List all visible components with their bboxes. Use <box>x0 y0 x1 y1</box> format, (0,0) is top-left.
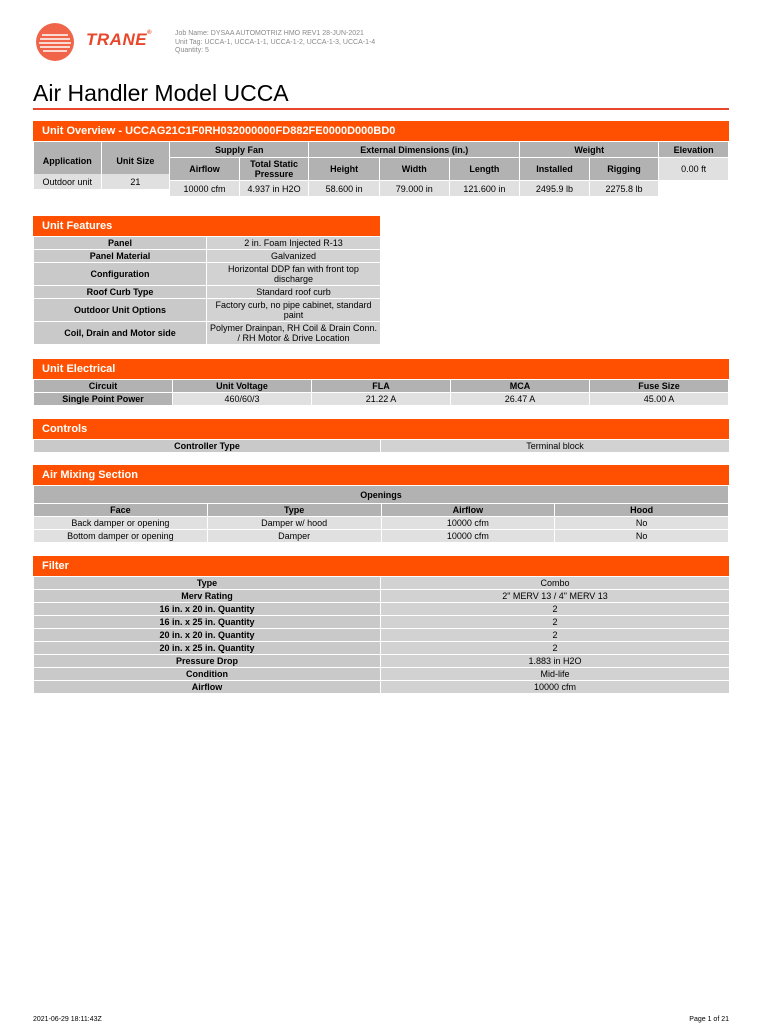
opening-airflow: 10000 cfm <box>381 530 555 543</box>
filter-value: Combo <box>381 577 730 590</box>
filter-value: 2 <box>381 616 730 629</box>
header-height: Height <box>309 158 380 181</box>
value-fuse-size: 45.00 A <box>590 393 729 406</box>
value-unit-voltage: 460/60/3 <box>173 393 312 406</box>
controller-type-label: Controller Type <box>34 440 381 453</box>
footer-page-number: Page 1 of 21 <box>689 1016 729 1023</box>
filter-value: 2 <box>381 642 730 655</box>
filter-label: Condition <box>34 668 381 681</box>
value-height: 58.600 in <box>309 181 380 197</box>
filter-row <box>34 590 730 603</box>
value-airflow: 10000 cfm <box>170 181 240 197</box>
opening-type: Damper <box>207 530 381 543</box>
header-type: Type <box>207 504 381 517</box>
filter-label: Airflow <box>34 681 381 694</box>
value-circuit: Single Point Power <box>34 393 173 406</box>
header-airflow: Airflow <box>381 504 555 517</box>
header-face: Face <box>34 504 208 517</box>
header-fuse-size: Fuse Size <box>590 380 729 393</box>
header-airflow: Airflow <box>170 158 240 181</box>
value-fla: 21.22 A <box>312 393 451 406</box>
feature-value: Horizontal DDP fan with front top discharge <box>207 263 381 286</box>
feature-row <box>34 237 381 250</box>
filter-header: Filter <box>33 556 729 576</box>
unit-electrical-section <box>33 359 729 406</box>
filter-label: Merv Rating <box>34 590 381 603</box>
brand-name: TRANE® <box>86 30 152 49</box>
feature-label: Outdoor Unit Options <box>34 299 207 322</box>
opening-face: Bottom damper or opening <box>34 530 208 543</box>
unit-overview-section <box>33 121 729 197</box>
value-elevation: 0.00 ft <box>659 158 729 181</box>
feature-value: Standard roof curb <box>207 286 381 299</box>
filter-row <box>34 603 730 616</box>
feature-row <box>34 299 381 322</box>
header-unit-voltage: Unit Voltage <box>173 380 312 393</box>
feature-value: Galvanized <box>207 250 381 263</box>
table-row <box>34 517 729 530</box>
feature-label: Configuration <box>34 263 207 286</box>
filter-table <box>33 576 730 694</box>
filter-row <box>34 642 730 655</box>
filter-value: 1.883 in H2O <box>381 655 730 668</box>
controls-table <box>33 439 730 453</box>
header-external-dimensions: External Dimensions (in.) <box>309 142 520 158</box>
header-application: Application <box>34 142 102 181</box>
unit-overview-header: Unit Overview - UCCAG21C1F0RH032000000FD882FE0000D000BD0 <box>33 121 729 141</box>
air-mixing-section <box>33 465 729 543</box>
opening-airflow: 10000 cfm <box>381 517 555 530</box>
feature-row <box>34 250 381 263</box>
controls-section <box>33 419 729 453</box>
filter-value: Mid-life <box>381 668 730 681</box>
filter-label: Type <box>34 577 381 590</box>
feature-row <box>34 322 381 345</box>
opening-face: Back damper or opening <box>34 517 208 530</box>
unit-overview-table <box>33 141 729 197</box>
quantity: Quantity: 5 <box>175 47 209 54</box>
opening-hood: No <box>555 530 729 543</box>
filter-value: 2" MERV 13 / 4" MERV 13 <box>381 590 730 603</box>
header-elevation: Elevation <box>659 142 729 158</box>
filter-section <box>33 556 729 694</box>
openings-subheader: Openings <box>34 486 729 504</box>
value-unit-size: 21 <box>101 174 170 190</box>
filter-label: 16 in. x 20 in. Quantity <box>34 603 381 616</box>
filter-label: 16 in. x 25 in. Quantity <box>34 616 381 629</box>
filter-label: 20 in. x 25 in. Quantity <box>34 642 381 655</box>
trane-logo-icon <box>34 22 76 62</box>
header-total-static-pressure: Total Static Pressure <box>239 158 309 181</box>
header-rigging: Rigging <box>589 158 659 181</box>
value-installed: 2495.9 lb <box>520 181 590 197</box>
feature-row <box>34 263 381 286</box>
unit-tag: Unit Tag: UCCA-1, UCCA-1-1, UCCA-1-2, UCCA-1-3, UCCA-1-4 <box>175 38 376 46</box>
unit-features-section <box>33 216 380 345</box>
title-divider <box>33 108 729 110</box>
header-width: Width <box>379 158 449 181</box>
opening-type: Damper w/ hood <box>207 517 381 530</box>
page-title: Air Handler Model UCCA <box>33 80 289 106</box>
footer-timestamp: 2021-06-29 18:11:43Z <box>33 1016 102 1023</box>
filter-row <box>34 616 730 629</box>
job-name: Job Name: DYSAA AUTOMOTRIZ HMO REV1 28-JUN-2021 <box>175 30 364 37</box>
filter-label: Pressure Drop <box>34 655 381 668</box>
filter-value: 10000 cfm <box>381 681 730 694</box>
unit-electrical-table <box>33 379 729 406</box>
header-mca: MCA <box>451 380 590 393</box>
filter-row <box>34 655 730 668</box>
header-hood: Hood <box>555 504 729 517</box>
unit-features-header: Unit Features <box>33 216 380 236</box>
air-mixing-table <box>33 485 729 543</box>
header-unit-size: Unit Size <box>101 142 170 181</box>
value-application: Outdoor unit <box>34 174 102 190</box>
feature-label: Panel <box>34 237 207 250</box>
feature-row <box>34 286 381 299</box>
filter-label: 20 in. x 20 in. Quantity <box>34 629 381 642</box>
filter-row <box>34 629 730 642</box>
job-info <box>175 30 375 56</box>
air-mixing-header: Air Mixing Section <box>33 465 729 485</box>
header-fla: FLA <box>312 380 451 393</box>
header-length: Length <box>449 158 520 181</box>
unit-electrical-header: Unit Electrical <box>33 359 729 379</box>
value-length: 121.600 in <box>449 181 520 197</box>
feature-value: Polymer Drainpan, RH Coil & Drain Conn. / RH Motor & Drive Location <box>207 322 381 345</box>
filter-row <box>34 577 730 590</box>
feature-label: Panel Material <box>34 250 207 263</box>
unit-features-table <box>33 236 381 345</box>
table-row <box>34 530 729 543</box>
header-circuit: Circuit <box>34 380 173 393</box>
value-rigging: 2275.8 lb <box>589 181 659 197</box>
value-total-static-pressure: 4.937 in H2O <box>239 181 309 197</box>
feature-value: 2 in. Foam Injected R-13 <box>207 237 381 250</box>
filter-value: 2 <box>381 603 730 616</box>
feature-label: Coil, Drain and Motor side <box>34 322 207 345</box>
controller-type-value: Terminal block <box>381 440 730 453</box>
controls-header: Controls <box>33 419 729 439</box>
feature-value: Factory curb, no pipe cabinet, standard paint <box>207 299 381 322</box>
feature-label: Roof Curb Type <box>34 286 207 299</box>
header-supply-fan: Supply Fan <box>170 142 309 158</box>
filter-value: 2 <box>381 629 730 642</box>
filter-row <box>34 681 730 694</box>
value-mca: 26.47 A <box>451 393 590 406</box>
value-width: 79.000 in <box>379 181 449 197</box>
filter-row <box>34 668 730 681</box>
opening-hood: No <box>555 517 729 530</box>
header-weight: Weight <box>520 142 659 158</box>
header-installed: Installed <box>520 158 590 181</box>
